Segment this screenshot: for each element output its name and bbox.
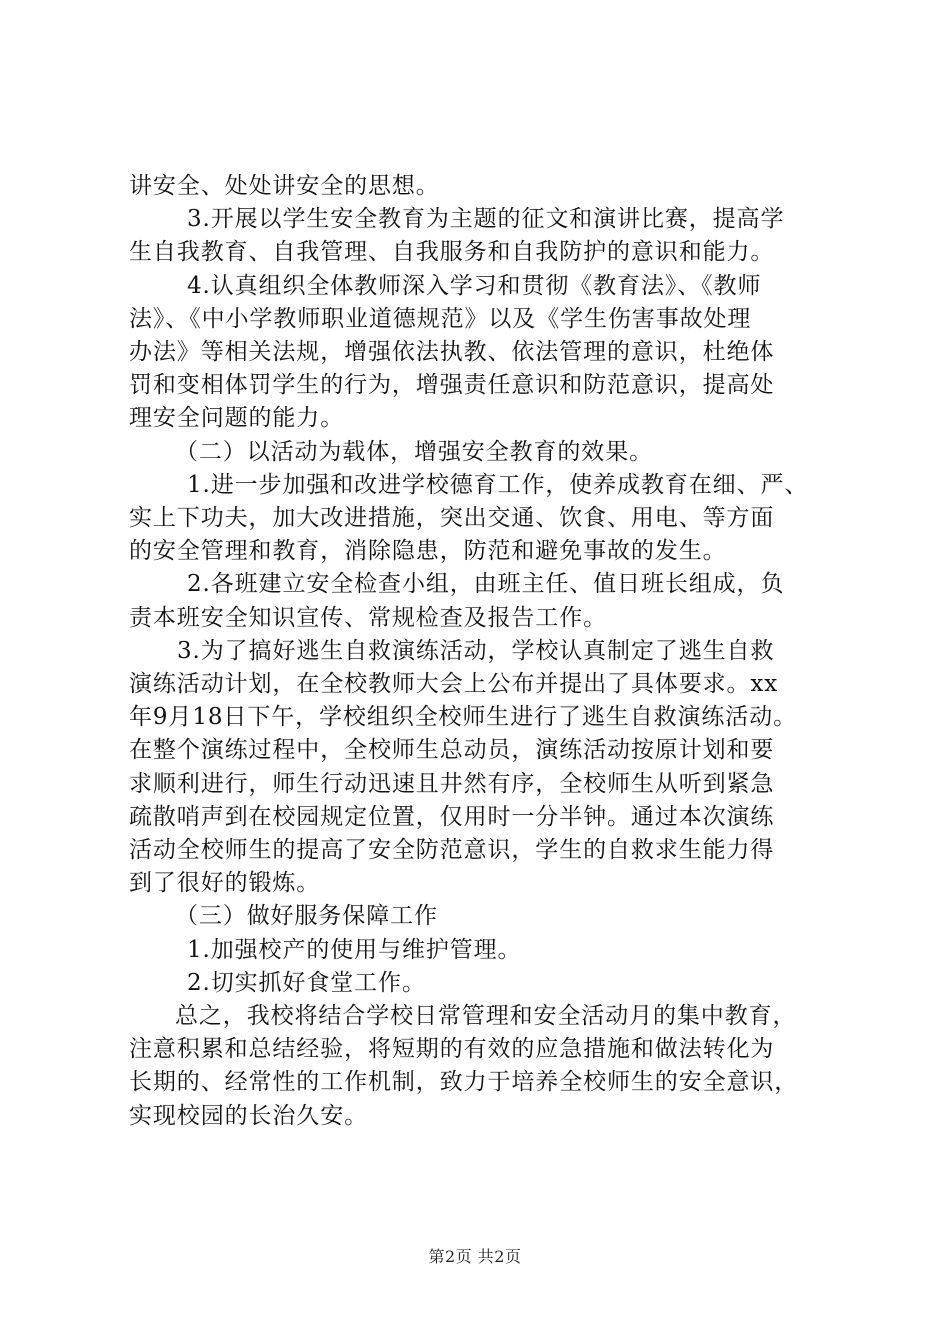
text-line: 4.认真组织全体教师深入学习和贯彻《教育法》、《教师	[187, 272, 762, 299]
text-line: 在整个演练过程中，全校师生总动员，演练活动按原计划和要	[129, 737, 775, 764]
text-line: 求顺利进行，师生行动迅速且井然有序，全校师生从听到紧急	[129, 770, 775, 797]
text-line: 2.切实抓好食堂工作。	[187, 969, 426, 996]
text-line: 的安全管理和教育，消除隐患，防范和避免事故的发生。	[129, 538, 727, 565]
page-footer	[0, 1244, 950, 1267]
text-line: 1.加强校产的使用与维护管理。	[187, 936, 522, 963]
section-heading: （二）以活动为载体，增强安全教育的效果。	[175, 438, 653, 465]
text-line: 3.为了搞好逃生自救演练活动，学校认真制定了逃生自救	[177, 637, 775, 664]
text-line: 办法》等相关法规，增强依法执教、依法管理的意识，杜绝体	[129, 339, 775, 366]
text-line: 生自我教育、自我管理、自我服务和自我防护的意识和能力。	[129, 239, 775, 266]
text-line: 演练活动计划，在全校教师大会上公布并提出了具体要求。xx	[129, 671, 779, 698]
text-line: 2.各班建立安全检查小组，由班主任、值日班长组成，负	[187, 571, 785, 598]
text-line: 疏散哨声到在校园规定位置，仅用时一分半钟。通过本次演练	[129, 803, 775, 830]
text-line: 总之，我校将结合学校日常管理和安全活动月的集中教育，	[175, 1003, 797, 1030]
text-line: 注意积累和总结经验，将短期的有效的应急措施和做法转化为	[129, 1036, 775, 1063]
text-line: 法》、《中小学教师职业道德规范》以及《学生伤害事故处理	[129, 305, 752, 332]
text-line: 年9月18日下午，学校组织全校师生进行了逃生自救演练活动。	[129, 704, 797, 731]
text-line: 活动全校师生的提高了安全防范意识，学生的自救求生能力得	[129, 837, 775, 864]
document-body	[129, 170, 859, 1133]
text-line: 罚和变相体罚学生的行为，增强责任意识和防范意识，提高处	[129, 372, 775, 399]
text-line: 3.开展以学生安全教育为主题的征文和演讲比赛，提高学	[187, 206, 785, 233]
text-line: 到了很好的锻炼。	[129, 870, 321, 897]
text-line: 实上下功夫，加大改进措施，突出交通、饮食、用电、等方面	[129, 505, 775, 532]
text-line: 理安全问题的能力。	[129, 405, 345, 432]
text-line: 责本班安全知识宣传、常规检查及报告工作。	[129, 604, 607, 631]
section-heading: （三）做好服务保障工作	[175, 903, 438, 930]
text-line: 讲安全、处处讲安全的思想。	[129, 173, 440, 199]
text-line: 实现校园的长治久安。	[129, 1102, 368, 1129]
text-line: 1.进一步加强和改进学校德育工作，使养成教育在细、严、	[187, 471, 809, 498]
page-number-label: 第2页 共2页	[428, 1247, 522, 1266]
text-line: 长期的、经常性的工作机制，致力于培养全校师生的安全意识，	[129, 1069, 799, 1096]
